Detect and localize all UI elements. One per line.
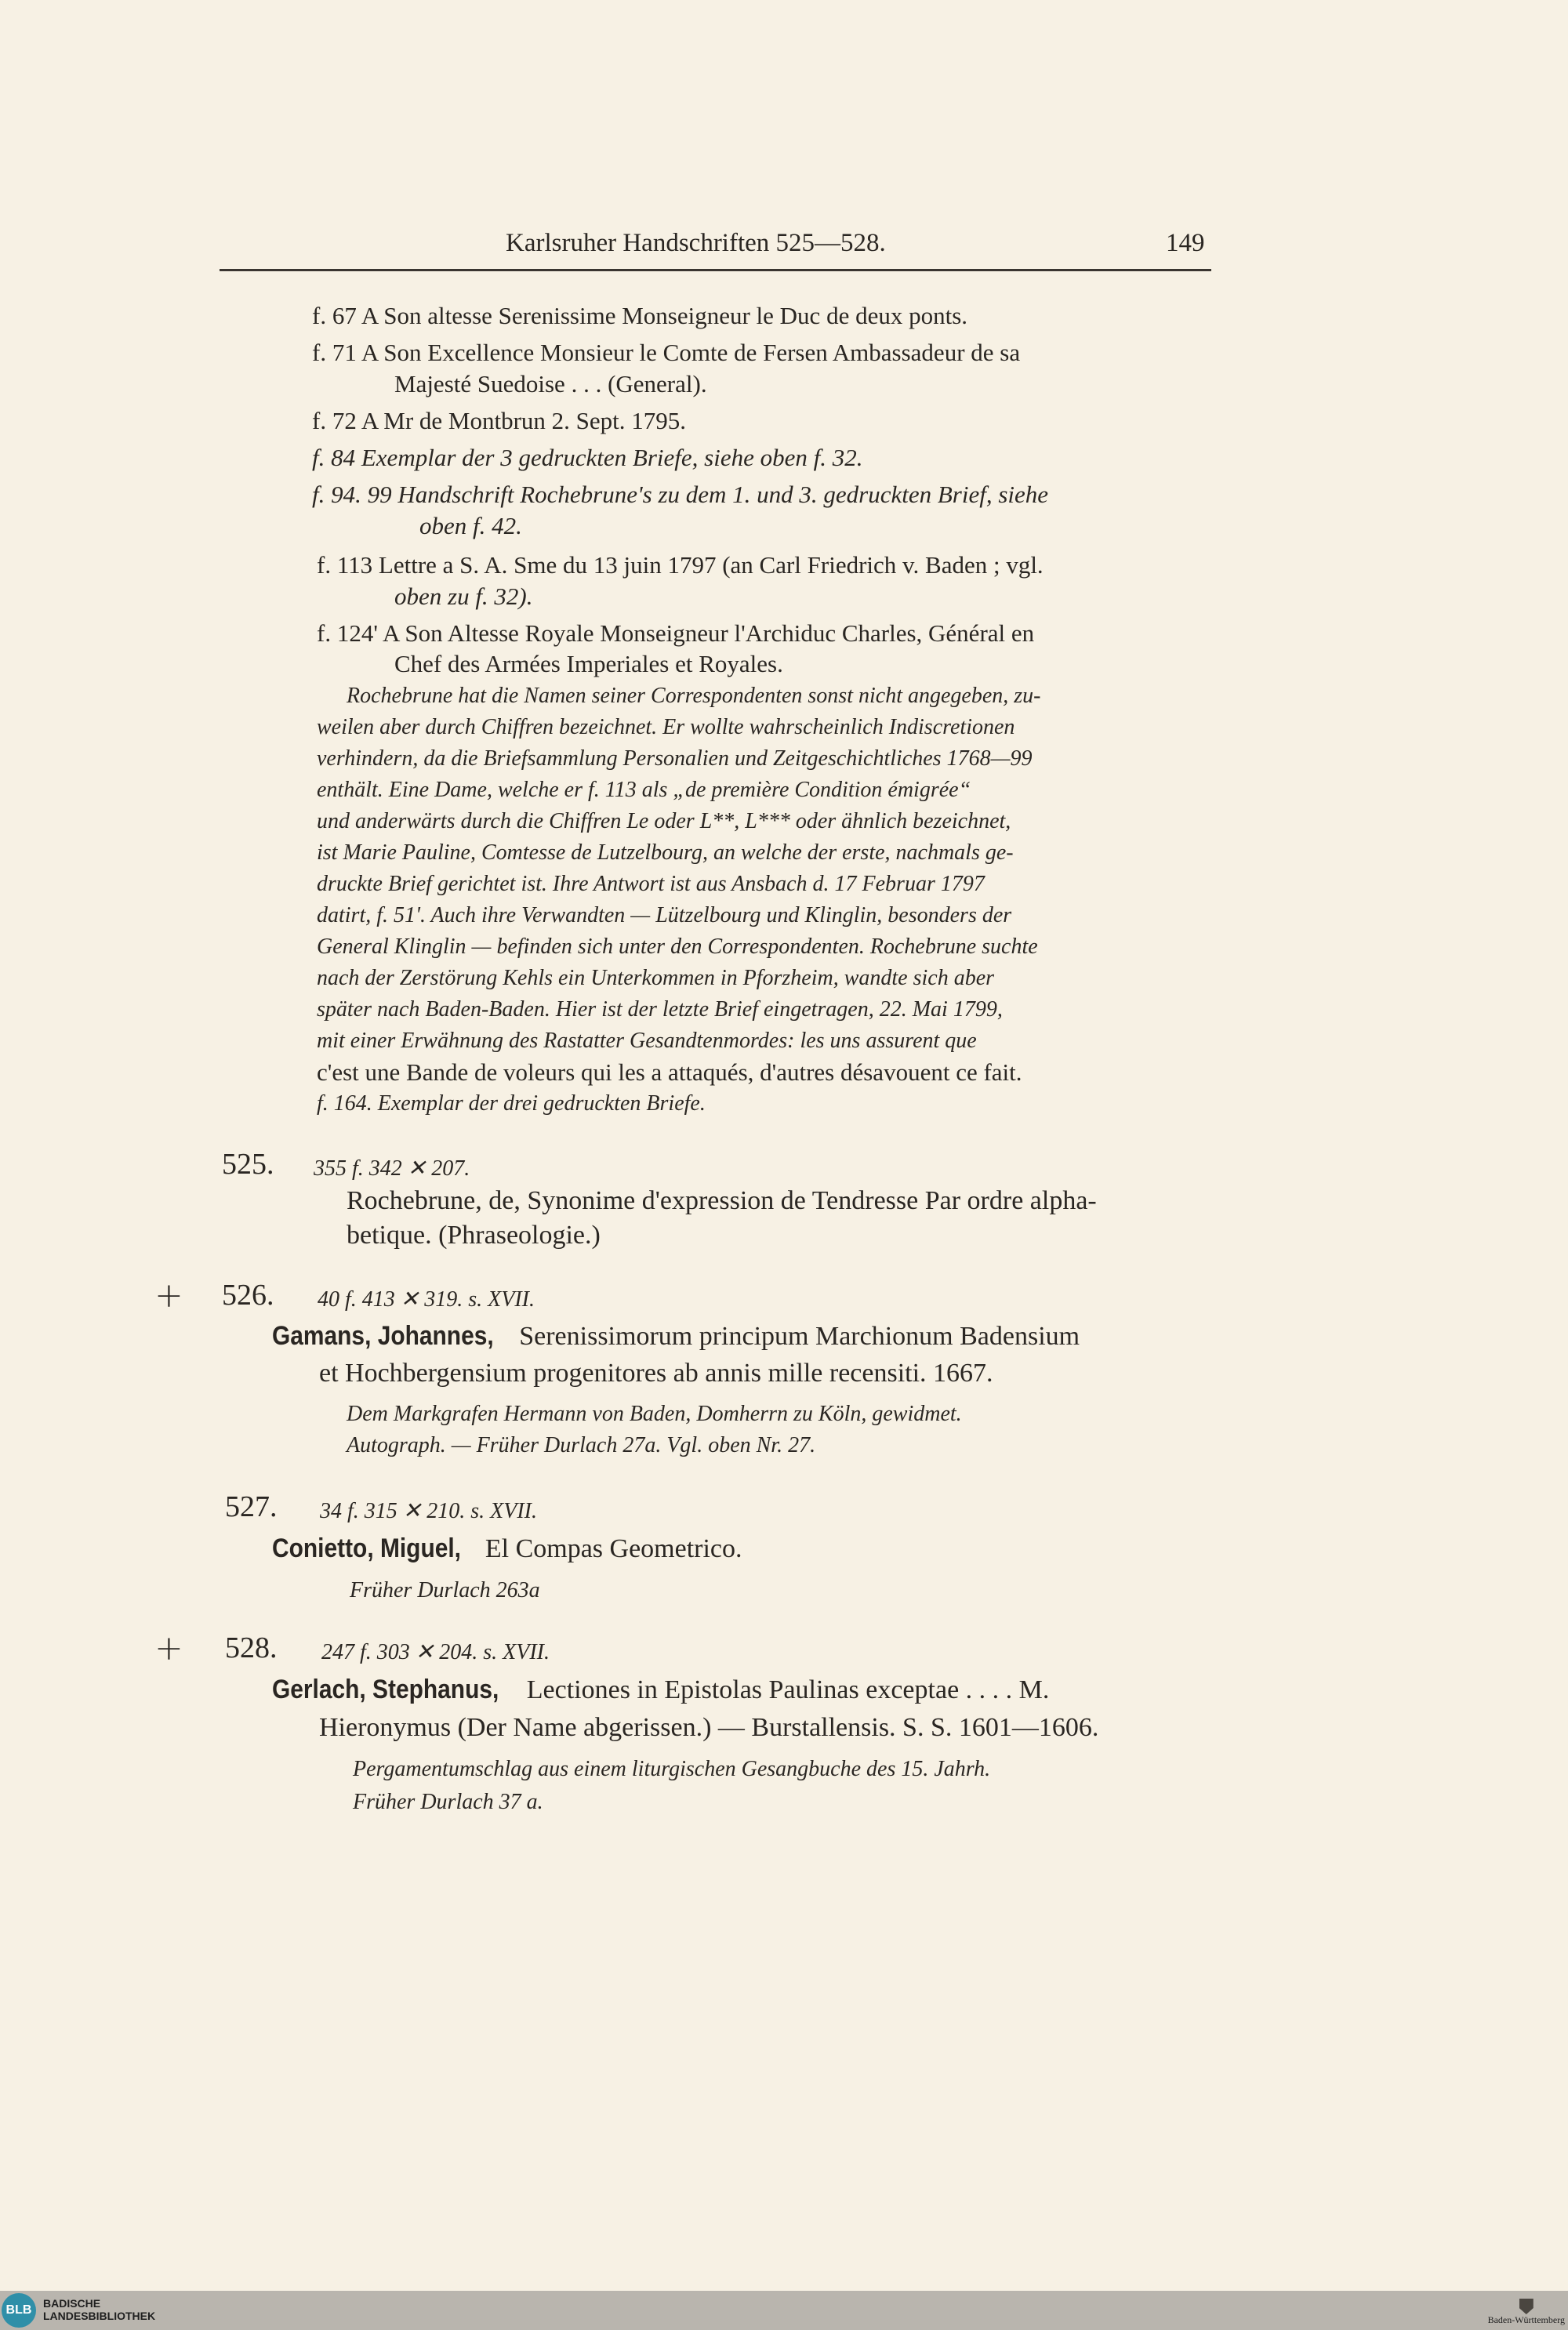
header-rule [220,269,1211,271]
note-line: f. 164. Exemplar der drei gedruckten Briefe. [317,1091,706,1116]
entry-heading [272,1675,1049,1705]
entry-meta: 247 f. 303 ✕ 204. s. XVII. [321,1640,550,1664]
note-line: und anderwärts durch die Chiffren Le oder L**, L*** oder ähnlich bezeichnet, [317,809,1011,833]
entry-title: El Compas Geometrico. [485,1534,742,1563]
folio-line: f. 84 Exemplar der 3 gedruckten Briefe, siehe oben f. 32. [312,444,863,471]
entry-number: 528. [225,1631,278,1664]
entry-heading [272,1321,1080,1352]
entry-title: Serenissimorum principum Marchionum Badensium [519,1322,1080,1351]
folio-line: oben f. 42. [419,512,522,539]
note-line: weilen aber durch Chiffren bezeichnet. Er wollte wahrscheinlich Indiscretionen [317,715,1015,739]
entry-meta: 40 f. 413 ✕ 319. s. XVII. [318,1287,535,1312]
note-line: später nach Baden-Baden. Hier ist der letzte Brief eingetragen, 22. Mai 1799, [317,997,1003,1022]
entry-number: 525. [222,1148,274,1181]
folio-line: f. 94. 99 Handschrift Rochebrune's zu dem 1. und 3. gedruckten Brief, siehe [312,481,1049,508]
note-line: druckte Brief gerichtet ist. Ihre Antwort ist aus Ansbach d. 17 Februar 1797 [317,872,985,896]
entry-note: Pergamentumschlag aus einem liturgischen Gesangbuche des 15. Jahrh. [353,1757,991,1781]
entry-title: Lectiones in Epistolas Paulinas exceptae . . . . M. [526,1675,1050,1704]
note-line: ist Marie Pauline, Comtesse de Lutzelbourg, an welche der erste, nachmals ge- [317,840,1014,865]
entry-number: 526. [222,1279,274,1312]
folio-line: oben zu f. 32). [394,582,533,610]
entry-title: Hieronymus (Der Name abgerissen.) — Burstallensis. S. S. 1601—1606. [319,1713,1099,1742]
folio-line: f. 124' A Son Altesse Royale Monseigneur l'Archiduc Charles, Général en [317,619,1035,647]
folio-line: Majesté Suedoise . . . (General). [394,370,707,397]
folio-line: Chef des Armées Imperiales et Royales. [394,650,783,677]
logo-line: BADISCHE [43,2297,101,2310]
note-line: mit einer Erwähnung des Rastatter Gesandtenmordes: les uns assurent que [317,1029,977,1053]
running-header: Karlsruher Handschriften 525—528. [506,229,886,257]
author-name: Conietto, Miguel, [272,1533,461,1563]
entry-meta: 355 f. 342 ✕ 207. [314,1156,470,1181]
folio-line: f. 71 A Son Excellence Monsieur le Comte de Fersen Ambassadeur de sa [312,339,1021,366]
entry-note: Dem Markgrafen Hermann von Baden, Domherrn zu Köln, gewidmet. [347,1402,962,1426]
entry-meta: 34 f. 315 ✕ 210. s. XVII. [320,1499,537,1523]
entry-heading [272,1533,742,1564]
entry-note: Früher Durlach 263a [350,1578,540,1602]
state-label: Baden-Württemberg [1487,2314,1565,2325]
note-line: nach der Zerstörung Kehls ein Unterkommen in Pforzheim, wandte sich aber [317,966,995,990]
note-line: enthält. Eine Dame, welche er f. 113 als „de première Condition émigrée“ [317,778,971,802]
logo-line: LANDESBIBLIOTHEK [43,2310,156,2322]
crest-icon [1519,2299,1534,2314]
folio-line: f. 67 A Son altesse Serenissime Monseigneur le Duc de deux ponts. [312,302,968,329]
library-logo-text [43,2297,155,2322]
plus-mark: + [154,1276,183,1316]
footer-bar [0,2291,1568,2330]
folio-line: f. 72 A Mr de Montbrun 2. Sept. 1795. [312,407,687,434]
entry-title: Rochebrune, de, Synonime d'expression de Tendresse Par ordre alpha- [347,1186,1097,1215]
entry-note: Früher Durlach 37 a. [353,1790,543,1814]
note-line: datirt, f. 51'. Auch ihre Verwandten — Lützelbourg und Klinglin, besonders der [317,903,1012,927]
note-line: c'est une Bande de voleurs qui les a attaqués, d'autres désavouent ce fait. [317,1058,1022,1086]
entry-title: et Hochbergensium progenitores ab annis mille recensiti. 1667. [319,1359,993,1388]
entry-note: Autograph. — Früher Durlach 27a. Vgl. oben Nr. 27. [347,1433,816,1457]
blb-logo-icon: BLB [2,2293,36,2328]
author-name: Gamans, Johannes, [272,1321,494,1351]
entry-title: betique. (Phraseologie.) [347,1221,601,1250]
entry-number: 527. [225,1490,278,1523]
folio-line: f. 113 Lettre a S. A. Sme du 13 juin 1797 (an Carl Friedrich v. Baden ; vgl. [317,551,1044,579]
note-line: verhindern, da die Briefsammlung Personalien und Zeitgeschichtliches 1768—99 [317,746,1033,771]
note-line: General Klinglin — befinden sich unter den Correspondenten. Rochebrune suchte [317,935,1038,959]
state-emblem [1488,2299,1565,2326]
note-line: Rochebrune hat die Namen seiner Correspondenten sonst nicht angegeben, zu- [347,684,1041,708]
page-number: 149 [1166,229,1205,257]
plus-mark: + [154,1628,183,1668]
author-name: Gerlach, Stephanus, [272,1675,499,1704]
